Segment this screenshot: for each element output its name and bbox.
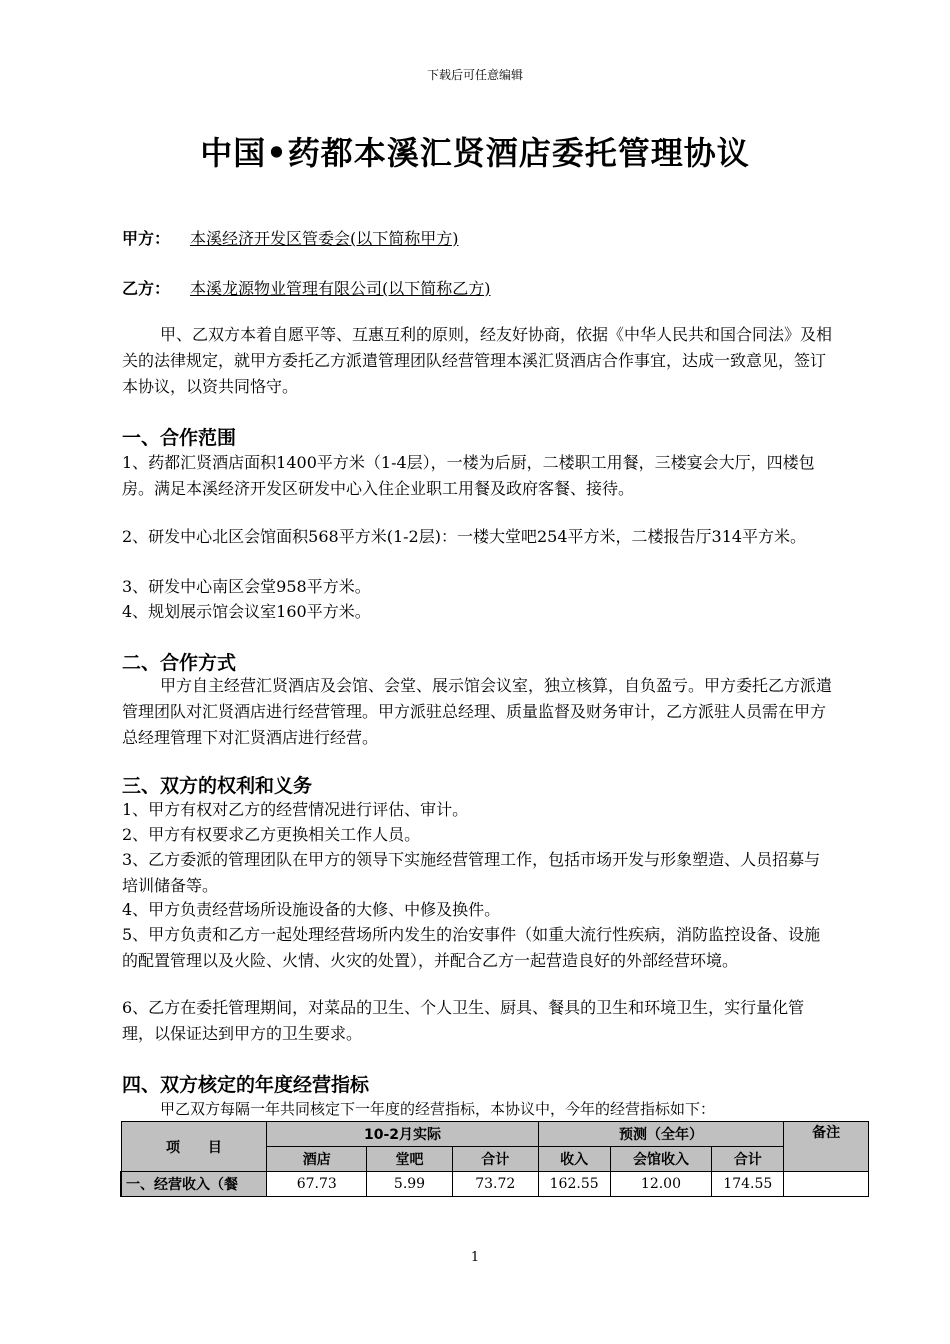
section-1-item: 4、规划展示馆会议室160平方米。 [122, 602, 371, 621]
section-3-item: 2、甲方有权要求乙方更换相关工作人员。 [122, 825, 421, 844]
subheader-cell: 酒店 [267, 1147, 367, 1172]
table-row [121, 1172, 869, 1197]
party-a [122, 226, 459, 249]
table-header-row [121, 1122, 869, 1147]
document-title: 中国•药都本溪汇贤酒店委托管理协议 [200, 134, 750, 172]
section-1-heading: 一、合作范围 [122, 427, 237, 449]
subheader-cell: 会馆收入 [610, 1147, 712, 1172]
section-4-paragraph: 甲乙双方每隔一年共同核定下一年度的经营指标，本协议中，今年的经营指标如下： [160, 1100, 716, 1118]
header-actual: 10-2月实际 [267, 1122, 538, 1147]
page-number: 1 [470, 1250, 480, 1265]
section-2-heading: 二、合作方式 [122, 652, 237, 674]
metrics-table [120, 1121, 869, 1197]
section-3-item: 5、甲方负责和乙方一起处理经营场所内发生的治安事件（如重大流行性疾病，消防监控设备、设施的配置管理以及火险、火情、火灾的处置），并配合乙方一起营造良好的外部经营环境。 [122, 925, 821, 970]
table-cell: 174.55 [712, 1172, 784, 1197]
table-cell: 5.99 [367, 1172, 453, 1197]
section-3-item: 1、甲方有权对乙方的经营情况进行评估、审计。 [122, 800, 469, 819]
row-label: 一、经营收入（餐 [121, 1172, 267, 1197]
section-3-item: 6、乙方在委托管理期间，对菜品的卫生、个人卫生、厨具、餐具的卫生和环境卫生，实行量化管理，以保证达到甲方的卫生要求。 [122, 998, 805, 1043]
table-cell: 67.73 [267, 1172, 367, 1197]
table-cell: 12.00 [610, 1172, 712, 1197]
section-1-item: 3、研发中心南区会堂958平方米。 [122, 577, 371, 596]
party-a-label: 甲方： [122, 229, 171, 248]
subheader-cell: 堂吧 [367, 1147, 453, 1172]
section-2-paragraph: 甲方自主经营汇贤酒店及会馆、会堂、展示馆会议室，独立核算，自负盈亏。甲方委托乙方派遣管理团队对汇贤酒店进行经营管理。甲方派驻总经理、质量监督及财务审计，乙方派驻人员需在甲方总经理管理下对汇贤酒店进行经营。 [122, 676, 833, 747]
party-b [122, 276, 491, 299]
section-3-item: 4、甲方负责经营场所设施设备的大修、中修及换件。 [122, 900, 501, 919]
party-a-value: 本溪经济开发区管委会(以下简称甲方) [190, 229, 459, 248]
header-note: 备注 [784, 1122, 869, 1172]
section-3-heading: 三、双方的权利和义务 [122, 775, 313, 797]
section-1-item: 2、研发中心北区会馆面积568平方米(1-2层)：一楼大堂吧254平方米，二楼报告厅314平方米。 [122, 527, 807, 546]
header-item: 项 目 [121, 1122, 267, 1172]
section-4-heading: 四、双方核定的年度经营指标 [122, 1074, 370, 1096]
party-b-label: 乙方： [122, 279, 171, 298]
section-1-item: 1、药都汇贤酒店面积1400平方米（1-4层），一楼为后厨，二楼职工用餐，三楼宴会大厅，四楼包房。满足本溪经济开发区研发中心入住企业职工用餐及政府客餐、接待。 [122, 453, 815, 498]
header-note: 下载后可任意编辑 [426, 68, 523, 82]
section-3-item: 3、乙方委派的管理团队在甲方的领导下实施经营管理工作，包括市场开发与形象塑造、人员招募与培训储备等。 [122, 850, 821, 895]
table-cell-note [784, 1172, 869, 1197]
header-forecast: 预测（全年） [538, 1122, 784, 1147]
party-b-value: 本溪龙源物业管理有限公司(以下简称乙方) [190, 279, 491, 298]
table-cell: 73.72 [452, 1172, 538, 1197]
subheader-cell: 合计 [452, 1147, 538, 1172]
table-cell: 162.55 [538, 1172, 610, 1197]
intro-paragraph: 甲、乙双方本着自愿平等、互惠互利的原则，经友好协商，依据《中华人民共和国合同法》及相关的法律规定，就甲方委托乙方派遣管理团队经营管理本溪汇贤酒店合作事宜，达成一致意见，签订本协议，以资共同恪守。 [122, 325, 833, 396]
subheader-cell: 合计 [712, 1147, 784, 1172]
subheader-cell: 收入 [538, 1147, 610, 1172]
